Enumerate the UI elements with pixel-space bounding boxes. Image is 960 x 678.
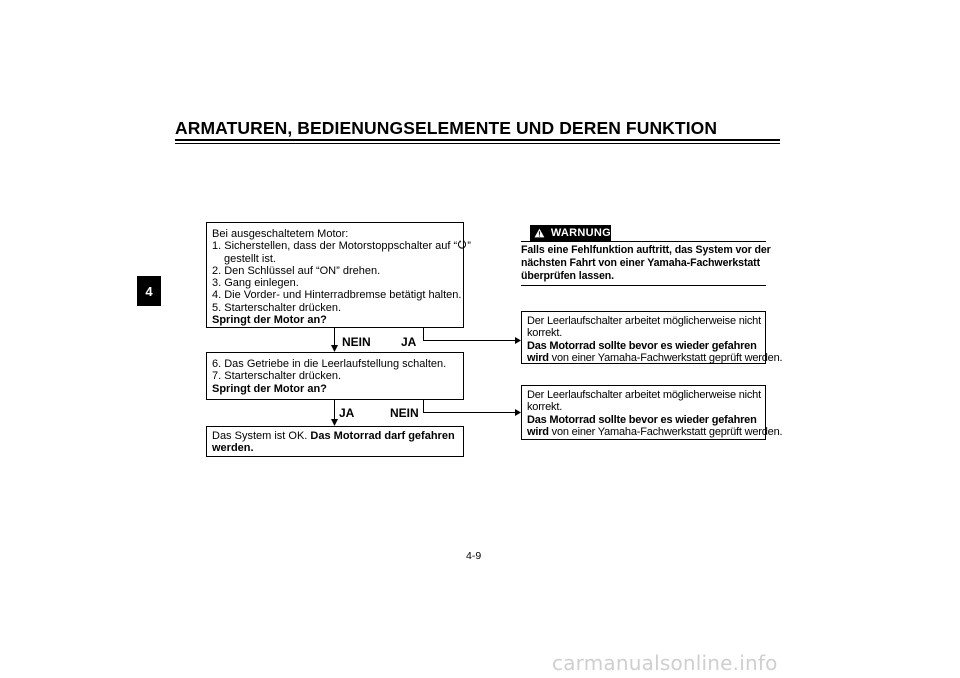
arrowhead-to-box5 [515,409,521,416]
box1-step3: 3. Gang einlegen. [212,277,299,290]
warning-rule-top [521,241,766,242]
warning-line3: überprüfen lassen. [521,270,614,282]
warning-line2: nächsten Fahrt von einer Yamaha-Fachwerkstatt [521,257,761,269]
connector-box2-to-box5 [424,400,517,413]
warning-text [521,244,771,283]
box1-step1-cont: gestellt ist. [224,252,276,265]
arrowhead-to-box3 [331,419,338,426]
chapter-tab: 4 [137,276,161,306]
box4-line4: von einer Yamaha-Fachwerkstatt geprüft werden. [548,351,783,364]
box3-bold-2: werden. [212,442,254,455]
box1-step5: 5. Starterschalter drücken. [212,301,342,314]
watermark: carmanualsonline.info [552,651,778,675]
box4-line3: Das Motorrad sollte bevor es wieder gefahren [527,339,757,352]
box5-line1: Der Leerlaufschalter arbeitet möglicherweise nicht [527,389,761,401]
warning-label: WARNUNG [550,227,611,239]
box4-line4-bold: wird [527,351,549,364]
box5-line4: von einer Yamaha-Fachwerkstatt geprüft werden. [548,425,783,438]
box5-line2: korrekt. [527,401,563,414]
branch1-no-label: NEIN [342,335,371,349]
box1-step2: 2. Den Schlüssel auf “ON” drehen. [212,264,381,277]
box1-question: Springt der Motor an? [212,314,327,327]
warning-badge [530,225,611,241]
page-title: ARMATUREN, BEDIENUNGSELEMENTE UND DEREN FUNKTION [175,118,718,138]
box3-text: Das System ist OK. [212,430,311,442]
box1-step4: 4. Die Vorder- und Hinterradbremse betätigt halten. [212,289,462,302]
box2-step7: 7. Starterschalter drücken. [212,370,342,383]
box5-line4-bold: wird [527,425,549,438]
box1-intro: Bei ausgeschaltetem Motor: [212,228,349,240]
box3-bold-1: Das Motorrad darf gefahren [310,430,455,442]
page-number: 4-9 [466,550,482,562]
connector-box1-to-box4 [424,328,517,341]
box4-line1: Der Leerlaufschalter arbeitet möglicherweise nicht [527,315,761,327]
arrowhead-to-box4 [515,337,521,344]
warning-line1: Falls eine Fehlfunktion auftritt, das System vor der [521,244,771,256]
box2-question: Springt der Motor an? [212,382,327,395]
warning-rule-bottom [521,285,766,286]
box1-step1: 1. Sicherstellen, dass der Motorstoppschalter auf “ ” [212,240,471,253]
branch2-no-label: NEIN [390,406,419,420]
branch1-yes-label: JA [401,335,417,349]
box2-step6: 6. Das Getriebe in die Leerlaufstellung schalten. [212,358,447,370]
box5-line3: Das Motorrad sollte bevor es wieder gefahren [527,413,757,426]
box4-line2: korrekt. [527,327,563,340]
arrowhead-to-box2 [331,345,338,352]
branch2-yes-label: JA [339,406,355,420]
warning-triangle-icon [534,228,545,238]
